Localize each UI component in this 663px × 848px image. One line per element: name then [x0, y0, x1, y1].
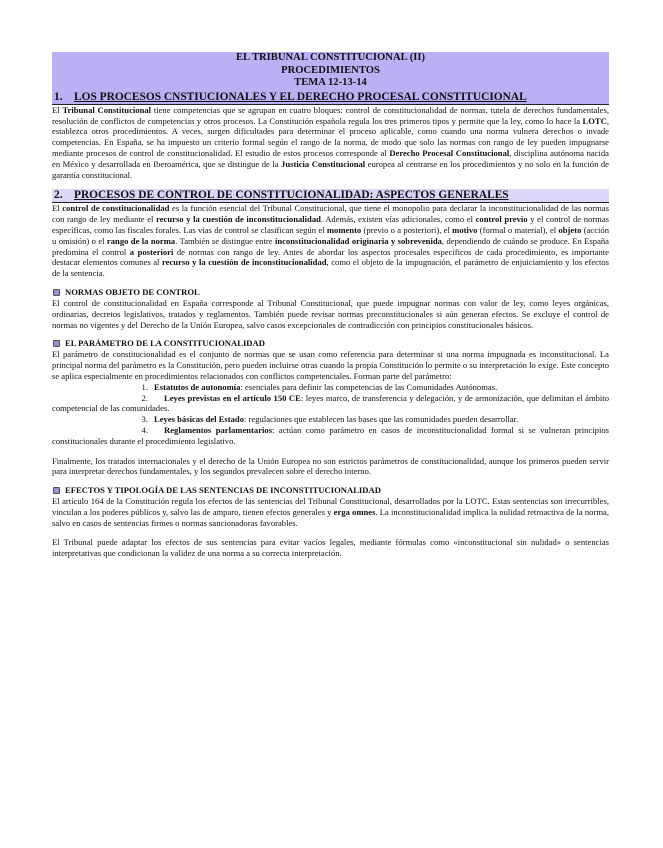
section-1-title: LOS PROCESOS CNSTIUCIONALES Y EL DERECHO PROCESAL CONSTITUCIONAL: [74, 90, 527, 103]
subsection-efectos-heading: EFECTOS Y TIPOLOGÍA DE LAS SENTENCIAS DE INCONSTITUCIONALIDAD: [52, 485, 609, 496]
section-2-title: PROCESOS DE CONTROL DE CONSTITUCIONALIDAD: ASPECTOS GENERALES: [74, 189, 509, 202]
title-line-2: PROCEDIMIENTOS: [281, 64, 380, 76]
section-2-paragraph: El control de constitucionalidad es la función esencial del Tribunal Constitucional, que tiene el monopolio para declarar la inconstitucionalidad de las normas con rango de ley mediante el recurso y la cuestión de inconstitucionalidad. Además, existen vías adicionales, como el control previo y el control de normas específicas, como las fiscales forales. Las vías de control se clasifican según el momento (previo o a posteriori), el motivo (formal o material), el objeto (acción u omisión) o el rango de la norma. También se distingue entre inconstitucionalidad originaria y sobrevenida, dependiendo de cuándo se produce. En España predomina el control a posteriori de normas con rango de ley. Antes de abordar los aspectos procesales específicos de cada procedimiento, es importante destacar elementos comunes al recurso y la cuestión de inconstitucionalidad, como el objeto de la impugnación, el parámetro de enjuiciamiento y los efectos de la sentencia.: [52, 203, 610, 279]
subsection-parametro-heading: EL PARÁMETRO DE LA CONSTITUCIONALIDAD: [52, 338, 609, 349]
subsection-parametro-paragraph: El parámetro de constitucionalidad es el conjunto de normas que se usan como referencia para determinar si una norma impugnada es inconstitucional. La principal norma del parámetro es la Constitución, pero pueden incluirse otras cuando la propia Constitución lo permite o su interpretación lo exige. Este concepto se aplica especialmente en procedimientos relacionados con conflictos competenciales. Forman parte del parámetro:: [52, 349, 609, 381]
title-block: [52, 52, 609, 91]
list-item: 3. Leyes básicas del Estado: regulaciones que establecen las bases que las comunidades pueden desarrollar.: [141, 414, 519, 425]
subsection-normas-paragraph: El control de constitucionalidad en España corresponde al Tribunal Constitucional, que puede impugnar normas con valor de ley, como leyes orgánicas, ordinarias, decretos legislativos, tratados y reglamentos. También puede revisar normas preconstitucionales si aún generan efectos. Se excluye el control de normas no vigentes y del Derecho de la Unión Europea, salvo casos excepcionales de contradicción con principios constitucionales básicos.: [52, 297, 609, 330]
section-1-heading: [52, 91, 609, 105]
section-1-number: 1.: [54, 90, 63, 103]
list-item: 4. Reglamentos parlamentarios: actúan como parámetro en casos de inconstitucionalidad formal si se vulneran principios constitucionales durante el procedimiento legislativo.: [52, 424, 609, 446]
subsection-normas-heading: NORMAS OBJETO DE CONTROL: [52, 287, 609, 298]
document-page: [52, 52, 609, 559]
subsection-efectos-closing: El Tribunal puede adaptar los efectos de sus sentencias para evitar vacíos legales, mediante fórmulas como «inconstitucional sin nulidad» o sentencias interpretativas que condicionan la validez de una norma a su correcta interpretación.: [52, 537, 609, 559]
bullet-icon: [53, 289, 60, 296]
list-item: 2. Leyes previstas en el artículo 150 CE: leyes marco, de transferencia y delegación, y de armonización, que delimitan el ámbito competencial de las comunidades.: [52, 392, 609, 414]
bullet-icon: [53, 340, 60, 347]
section-2-number: 2.: [54, 189, 63, 202]
list-item: 1. Estatutos de autonomía: esenciales para definir las competencias de las Comunidades Autónomas.: [141, 381, 498, 392]
subsection-efectos-paragraph: El artículo 164 de la Constitución regula los efectos de las sentencias del Tribunal Constitucional, desarrollados por la LOTC. Estas sentencias son irrecurribles, vinculan a los poderes públicos y, salvo las de amparo, tienen efectos generales y erga omnes. La inconstitucionalidad implica la nulidad retroactiva de la norma, salvo en casos de sentencias firmes o normas sancionadoras favorables.: [52, 496, 609, 528]
section-2-heading: [52, 189, 609, 203]
subsection-parametro-closing: Finalmente, los tratados internacionales y el derecho de la Unión Europea no son estrictos parámetros de constitucionalidad, aunque los primeros pueden servir para interpretar derechos fundamentales, y los segundos prevalecen sobre el derecho interno.: [52, 455, 609, 477]
bullet-icon: [53, 487, 60, 494]
section-1-paragraph: El Tribunal Constitucional tiene competencias que se agrupan en cuatro bloques: control de constitucionalidad de normas, tutela de derechos fundamentales, resolución de conflictos de competencias y otros procesos. La Constitución española regula los tres primeros tipos y permite que la ley, como lo hace la LOTC, establezca otros procedimientos. A veces, surgen dificultades para determinar el proceso aplicable, como cuando una norma vulnera derechos o invade competencias. En España, se ha impuesto un criterio formal según el rango de la norma, de modo que solo las normas con rango de ley pueden impugnarse mediante procesos de control de constitucionalidad. El estudio de estos procesos corresponde al Derecho Procesal Constitucional, disciplina autónoma nacida en México y desarrollada en Iberoamérica, que se distingue de la Justicia Constitucional europea al centrarse en los procedimientos y no solo en la función de garantía constitucional.: [52, 104, 610, 180]
title-line-1: EL TRIBUNAL CONSTITUCIONAL (II): [235, 52, 426, 63]
title-line-3: TEMA 12-13-14: [294, 77, 367, 89]
